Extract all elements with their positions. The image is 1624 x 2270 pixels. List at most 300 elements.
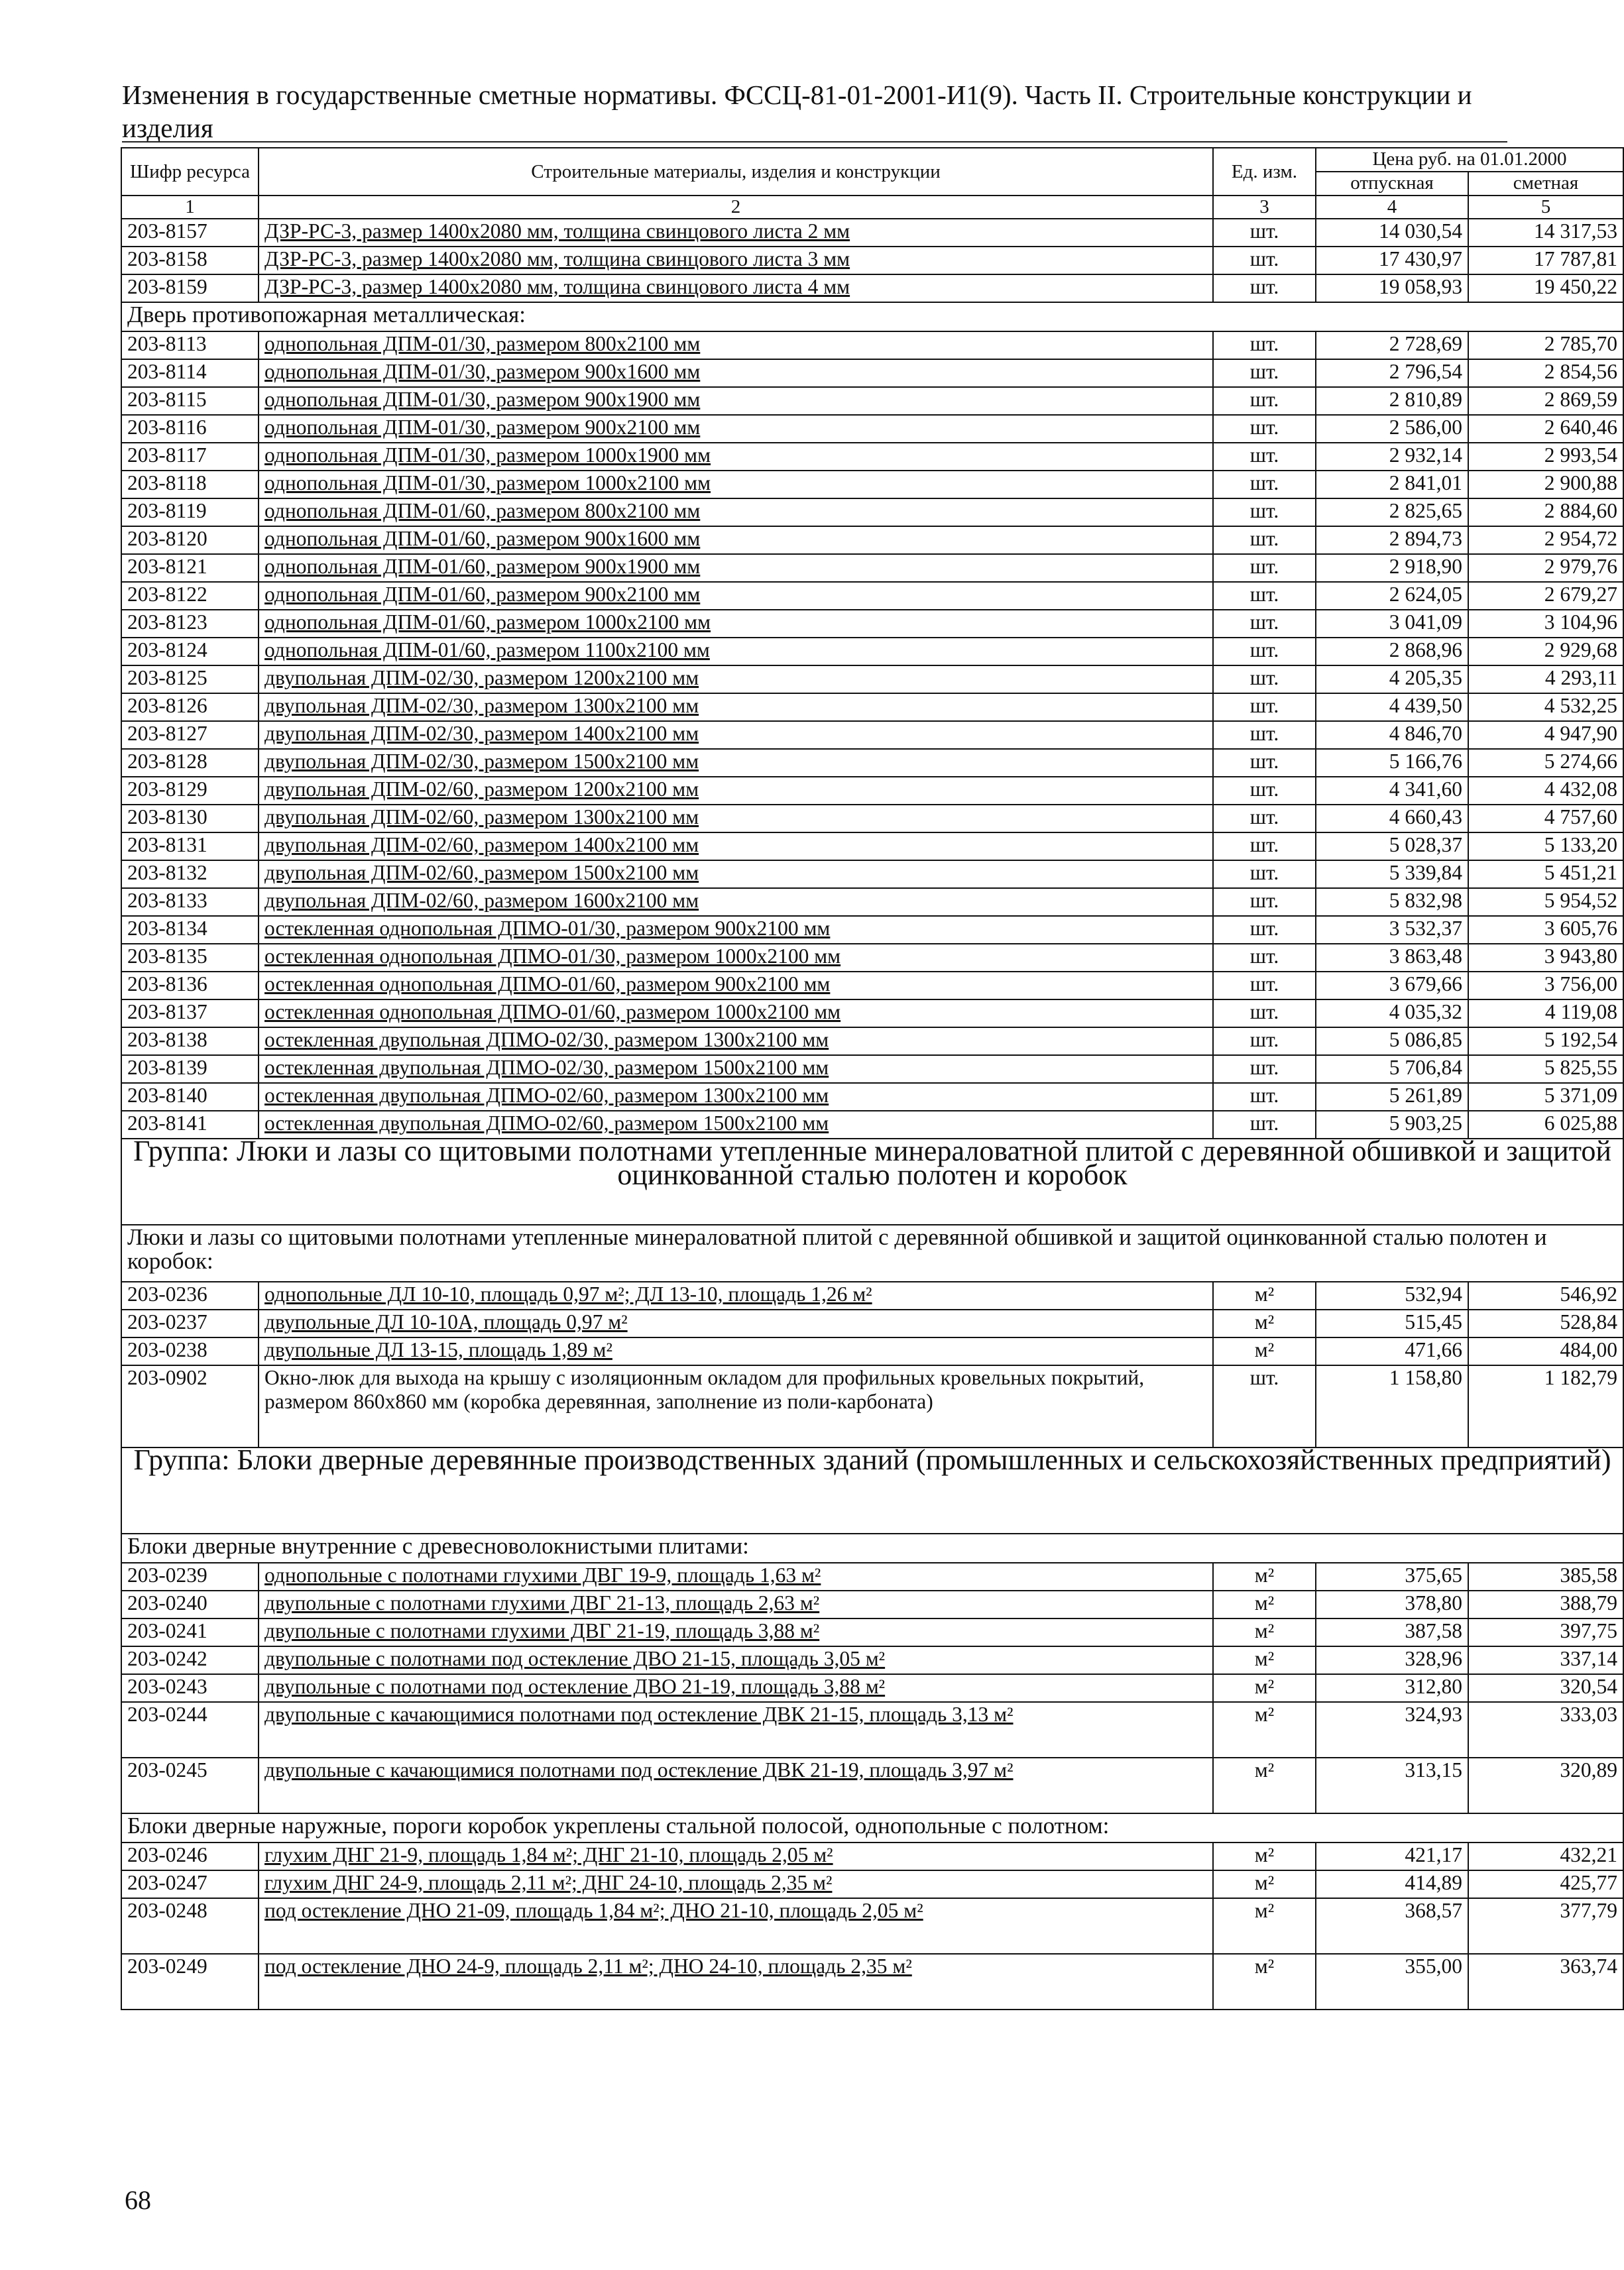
unit: шт.: [1213, 219, 1316, 247]
table-row: [121, 1954, 1623, 2010]
material-name: однопольная ДПМ-01/30, размером 1000х2100 мм: [259, 471, 1213, 498]
material-name: глухим ДНГ 21-9, площадь 1,84 м²; ДНГ 21-10, площадь 2,05 м²: [259, 1843, 1213, 1870]
release-price: 2 728,69: [1316, 331, 1468, 359]
subgroup-title-row: [121, 1534, 1623, 1563]
header-col-3: 3: [1213, 196, 1316, 219]
resource-code: 203-8141: [121, 1111, 259, 1139]
unit: шт.: [1213, 777, 1316, 805]
unit: шт.: [1213, 693, 1316, 721]
release-price: 532,94: [1316, 1282, 1468, 1310]
subgroup-title: Блоки дверные наружные, пороги коробок укреплены стальной полосой, однопольные с полотном:: [121, 1813, 1623, 1843]
estimate-price: 1 182,79: [1468, 1365, 1623, 1447]
estimate-price: 385,58: [1468, 1563, 1623, 1591]
release-price: 2 825,65: [1316, 498, 1468, 526]
table-row: [121, 274, 1623, 302]
table-row: [121, 972, 1623, 999]
release-price: 3 041,09: [1316, 610, 1468, 638]
table-row: [121, 1758, 1623, 1813]
table-row: [121, 415, 1623, 443]
release-price: 5 903,25: [1316, 1111, 1468, 1139]
estimate-price: 333,03: [1468, 1702, 1623, 1758]
unit: шт.: [1213, 832, 1316, 860]
release-price: 5 028,37: [1316, 832, 1468, 860]
table-row: [121, 999, 1623, 1027]
unit: м²: [1213, 1646, 1316, 1674]
material-name: двупольные с качающимися полотнами под остекление ДВК 21-15, площадь 3,13 м²: [259, 1702, 1213, 1758]
table-row: [121, 1843, 1623, 1870]
release-price: 2 918,90: [1316, 554, 1468, 582]
table-row: [121, 749, 1623, 777]
release-price: 5 261,89: [1316, 1083, 1468, 1111]
header-code: Шифр ресурса: [121, 148, 259, 196]
release-price: 4 341,60: [1316, 777, 1468, 805]
unit: шт.: [1213, 359, 1316, 387]
resource-code: 203-8115: [121, 387, 259, 415]
table-row: [121, 665, 1623, 693]
resource-code: 203-8135: [121, 944, 259, 972]
unit: шт.: [1213, 888, 1316, 916]
header-line-2: изделия: [122, 113, 213, 143]
table-row: [121, 1674, 1623, 1702]
material-name: остекленная двупольная ДПМО-02/60, размером 1300х2100 мм: [259, 1083, 1213, 1111]
table-row: [121, 610, 1623, 638]
material-name: двупольные с полотнами под остекление ДВО 21-15, площадь 3,05 м²: [259, 1646, 1213, 1674]
header-line-1: Изменения в государственные сметные нормативы. ФССЦ-81-01-2001-И1(9). Часть II. Строительные конструкции и: [122, 80, 1472, 110]
table-row: [121, 805, 1623, 832]
estimate-price: 3 756,00: [1468, 972, 1623, 999]
estimate-price: 320,54: [1468, 1674, 1623, 1702]
release-price: 19 058,93: [1316, 274, 1468, 302]
table-row: [121, 832, 1623, 860]
resource-code: 203-0249: [121, 1954, 259, 2010]
unit: шт.: [1213, 610, 1316, 638]
material-name: глухим ДНГ 24-9, площадь 2,11 м²; ДНГ 24-10, площадь 2,35 м²: [259, 1870, 1213, 1898]
release-price: 4 439,50: [1316, 693, 1468, 721]
release-price: 378,80: [1316, 1591, 1468, 1618]
material-name: Окно-люк для выхода на крышу с изоляционным окладом для профильных кровельных покрытий, размером 860х860 мм (коробка деревянная, заполнение из поли-карбоната): [259, 1365, 1213, 1447]
table-row: [121, 860, 1623, 888]
estimate-price: 5 274,66: [1468, 749, 1623, 777]
table-row: [121, 1702, 1623, 1758]
estimate-price: 2 679,27: [1468, 582, 1623, 610]
material-name: однопольная ДПМ-01/30, размером 900х1900 мм: [259, 387, 1213, 415]
unit: м²: [1213, 1702, 1316, 1758]
table-row: [121, 331, 1623, 359]
release-price: 324,93: [1316, 1702, 1468, 1758]
estimate-price: 5 371,09: [1468, 1083, 1623, 1111]
price-table: [121, 147, 1624, 2010]
page-number: 68: [125, 2185, 151, 2215]
estimate-price: 3 943,80: [1468, 944, 1623, 972]
header-estimate: сметная: [1468, 172, 1623, 196]
resource-code: 203-8133: [121, 888, 259, 916]
estimate-price: 4 532,25: [1468, 693, 1623, 721]
group-title-row: [121, 1447, 1623, 1534]
release-price: 387,58: [1316, 1618, 1468, 1646]
header-col-5: 5: [1468, 196, 1623, 219]
group-title-row: [121, 1139, 1623, 1225]
resource-code: 203-0245: [121, 1758, 259, 1813]
release-price: 2 841,01: [1316, 471, 1468, 498]
release-price: 14 030,54: [1316, 219, 1468, 247]
release-price: 368,57: [1316, 1898, 1468, 1954]
resource-code: 203-0237: [121, 1310, 259, 1337]
unit: м²: [1213, 1310, 1316, 1337]
table-row: [121, 944, 1623, 972]
release-price: 4 660,43: [1316, 805, 1468, 832]
table-body: [121, 219, 1623, 2010]
subgroup-title: Блоки дверные внутренние с древесноволокнистыми плитами:: [121, 1534, 1623, 1563]
header-rule: [122, 141, 1507, 142]
material-name: однопольные с полотнами глухими ДВГ 19-9, площадь 1,63 м²: [259, 1563, 1213, 1591]
group-title: Группа: Блоки дверные деревянные производственных зданий (промышленных и сельскохозяйственных предприятий): [121, 1447, 1623, 1534]
material-name: двупольная ДПМ-02/30, размером 1500х2100 мм: [259, 749, 1213, 777]
resource-code: 203-8113: [121, 331, 259, 359]
resource-code: 203-0902: [121, 1365, 259, 1447]
table-row: [121, 693, 1623, 721]
table-row: [121, 1591, 1623, 1618]
estimate-price: 5 192,54: [1468, 1027, 1623, 1055]
unit: м²: [1213, 1954, 1316, 2010]
table-row: [121, 777, 1623, 805]
unit: шт.: [1213, 1055, 1316, 1083]
table-row: [121, 1337, 1623, 1365]
unit: шт.: [1213, 415, 1316, 443]
estimate-price: 2 884,60: [1468, 498, 1623, 526]
material-name: двупольные с полотнами глухими ДВГ 21-13, площадь 2,63 м²: [259, 1591, 1213, 1618]
material-name: двупольная ДПМ-02/30, размером 1200х2100 мм: [259, 665, 1213, 693]
material-name: однопольная ДПМ-01/60, размером 900х1900 мм: [259, 554, 1213, 582]
subgroup-title-row: [121, 1813, 1623, 1843]
estimate-price: 363,74: [1468, 1954, 1623, 2010]
table-row: [121, 721, 1623, 749]
estimate-price: 546,92: [1468, 1282, 1623, 1310]
estimate-price: 337,14: [1468, 1646, 1623, 1674]
estimate-price: 2 993,54: [1468, 443, 1623, 471]
resource-code: 203-8138: [121, 1027, 259, 1055]
release-price: 5 086,85: [1316, 1027, 1468, 1055]
resource-code: 203-0241: [121, 1618, 259, 1646]
section-title: Дверь противопожарная металлическая:: [121, 302, 1623, 331]
release-price: 2 796,54: [1316, 359, 1468, 387]
estimate-price: 2 785,70: [1468, 331, 1623, 359]
resource-code: 203-8136: [121, 972, 259, 999]
release-price: 2 894,73: [1316, 526, 1468, 554]
table-row: [121, 1282, 1623, 1310]
estimate-price: 5 451,21: [1468, 860, 1623, 888]
table-row: [121, 888, 1623, 916]
table-row: [121, 1055, 1623, 1083]
resource-code: 203-8159: [121, 274, 259, 302]
unit: шт.: [1213, 749, 1316, 777]
unit: м²: [1213, 1898, 1316, 1954]
material-name: однопольная ДПМ-01/60, размером 900х1600 мм: [259, 526, 1213, 554]
resource-code: 203-8125: [121, 665, 259, 693]
subgroup-title-row: [121, 1225, 1623, 1282]
resource-code: 203-8123: [121, 610, 259, 638]
estimate-price: 528,84: [1468, 1310, 1623, 1337]
header-price: Цена руб. на 01.01.2000: [1316, 148, 1623, 172]
estimate-price: 14 317,53: [1468, 219, 1623, 247]
release-price: 421,17: [1316, 1843, 1468, 1870]
material-name: под остекление ДНО 24-9, площадь 2,11 м²; ДНО 24-10, площадь 2,35 м²: [259, 1954, 1213, 2010]
estimate-price: 2 900,88: [1468, 471, 1623, 498]
material-name: однопольная ДПМ-01/60, размером 900х2100 мм: [259, 582, 1213, 610]
resource-code: 203-8127: [121, 721, 259, 749]
release-price: 515,45: [1316, 1310, 1468, 1337]
unit: м²: [1213, 1758, 1316, 1813]
material-name: двупольная ДПМ-02/30, размером 1400х2100 мм: [259, 721, 1213, 749]
unit: шт.: [1213, 1111, 1316, 1139]
material-name: ДЗР-РС-3, размер 1400х2080 мм, толщина свинцового листа 4 мм: [259, 274, 1213, 302]
resource-code: 203-8140: [121, 1083, 259, 1111]
release-price: 4 846,70: [1316, 721, 1468, 749]
unit: шт.: [1213, 247, 1316, 274]
resource-code: 203-8132: [121, 860, 259, 888]
unit: шт.: [1213, 554, 1316, 582]
estimate-price: 4 293,11: [1468, 665, 1623, 693]
unit: м²: [1213, 1674, 1316, 1702]
unit: шт.: [1213, 274, 1316, 302]
resource-code: 203-8116: [121, 415, 259, 443]
resource-code: 203-8134: [121, 916, 259, 944]
estimate-price: 4 119,08: [1468, 999, 1623, 1027]
table-row: [121, 582, 1623, 610]
material-name: ДЗР-РС-3, размер 1400х2080 мм, толщина свинцового листа 2 мм: [259, 219, 1213, 247]
header-release: отпускная: [1316, 172, 1468, 196]
material-name: остекленная двупольная ДПМО-02/30, размером 1500х2100 мм: [259, 1055, 1213, 1083]
unit: шт.: [1213, 805, 1316, 832]
section-title-row: [121, 302, 1623, 331]
resource-code: 203-0239: [121, 1563, 259, 1591]
material-name: двупольная ДПМ-02/60, размером 1200х2100 мм: [259, 777, 1213, 805]
resource-code: 203-0248: [121, 1898, 259, 1954]
material-name: однопольная ДПМ-01/60, размером 1000х2100 мм: [259, 610, 1213, 638]
resource-code: 203-8122: [121, 582, 259, 610]
resource-code: 203-0242: [121, 1646, 259, 1674]
estimate-price: 3 605,76: [1468, 916, 1623, 944]
material-name: остекленная однопольная ДПМО-01/60, размером 1000х2100 мм: [259, 999, 1213, 1027]
release-price: 3 863,48: [1316, 944, 1468, 972]
material-name: однопольная ДПМ-01/60, размером 800х2100 мм: [259, 498, 1213, 526]
material-name: двупольная ДПМ-02/60, размером 1400х2100 мм: [259, 832, 1213, 860]
material-name: однопольные ДЛ 10-10, площадь 0,97 м²; ДЛ 13-10, площадь 1,26 м²: [259, 1282, 1213, 1310]
unit: шт.: [1213, 331, 1316, 359]
estimate-price: 3 104,96: [1468, 610, 1623, 638]
header-name: Строительные материалы, изделия и конструкции: [259, 148, 1213, 196]
unit: шт.: [1213, 860, 1316, 888]
release-price: 2 810,89: [1316, 387, 1468, 415]
release-price: 5 166,76: [1316, 749, 1468, 777]
material-name: однопольная ДПМ-01/30, размером 1000х1900 мм: [259, 443, 1213, 471]
resource-code: 203-8131: [121, 832, 259, 860]
release-price: 312,80: [1316, 1674, 1468, 1702]
resource-code: 203-0247: [121, 1870, 259, 1898]
estimate-price: 5 954,52: [1468, 888, 1623, 916]
table-row: [121, 1083, 1623, 1111]
estimate-price: 377,79: [1468, 1898, 1623, 1954]
unit: шт.: [1213, 916, 1316, 944]
release-price: 2 624,05: [1316, 582, 1468, 610]
estimate-price: 432,21: [1468, 1843, 1623, 1870]
resource-code: 203-8130: [121, 805, 259, 832]
resource-code: 203-0243: [121, 1674, 259, 1702]
release-price: 5 706,84: [1316, 1055, 1468, 1083]
unit: шт.: [1213, 972, 1316, 999]
estimate-price: 2 954,72: [1468, 526, 1623, 554]
estimate-price: 19 450,22: [1468, 274, 1623, 302]
resource-code: 203-0238: [121, 1337, 259, 1365]
unit: шт.: [1213, 944, 1316, 972]
subgroup-title: Люки и лазы со щитовыми полотнами утепленные минераловатной плитой с деревянной обшивкой и защитой оцинкованной сталью полотен и коробок:: [121, 1225, 1623, 1282]
table-row: [121, 247, 1623, 274]
table-row: [121, 359, 1623, 387]
resource-code: 203-0236: [121, 1282, 259, 1310]
unit: шт.: [1213, 443, 1316, 471]
material-name: остекленная однопольная ДПМО-01/30, размером 1000х2100 мм: [259, 944, 1213, 972]
estimate-price: 6 025,88: [1468, 1111, 1623, 1139]
material-name: двупольная ДПМ-02/30, размером 1300х2100 мм: [259, 693, 1213, 721]
estimate-price: 2 640,46: [1468, 415, 1623, 443]
resource-code: 203-8124: [121, 638, 259, 665]
estimate-price: 5 825,55: [1468, 1055, 1623, 1083]
resource-code: 203-8117: [121, 443, 259, 471]
release-price: 414,89: [1316, 1870, 1468, 1898]
material-name: ДЗР-РС-3, размер 1400х2080 мм, толщина свинцового листа 3 мм: [259, 247, 1213, 274]
header-col-4: 4: [1316, 196, 1468, 219]
release-price: 471,66: [1316, 1337, 1468, 1365]
resource-code: 203-8120: [121, 526, 259, 554]
estimate-price: 4 757,60: [1468, 805, 1623, 832]
release-price: 5 339,84: [1316, 860, 1468, 888]
estimate-price: 2 979,76: [1468, 554, 1623, 582]
header-unit: Ед. изм.: [1213, 148, 1316, 196]
unit: шт.: [1213, 526, 1316, 554]
estimate-price: 5 133,20: [1468, 832, 1623, 860]
estimate-price: 397,75: [1468, 1618, 1623, 1646]
unit: шт.: [1213, 665, 1316, 693]
resource-code: 203-8118: [121, 471, 259, 498]
material-name: под остекление ДНО 21-09, площадь 1,84 м²; ДНО 21-10, площадь 2,05 м²: [259, 1898, 1213, 1954]
release-price: 375,65: [1316, 1563, 1468, 1591]
unit: шт.: [1213, 638, 1316, 665]
material-name: остекленная двупольная ДПМО-02/30, размером 1300х2100 мм: [259, 1027, 1213, 1055]
release-price: 3 532,37: [1316, 916, 1468, 944]
table-row: [121, 498, 1623, 526]
material-name: двупольные ДЛ 10-10А, площадь 0,97 м²: [259, 1310, 1213, 1337]
material-name: двупольные с полотнами глухими ДВГ 21-19, площадь 3,88 м²: [259, 1618, 1213, 1646]
unit: шт.: [1213, 1027, 1316, 1055]
material-name: остекленная однопольная ДПМО-01/60, размером 900х2100 мм: [259, 972, 1213, 999]
estimate-price: 2 929,68: [1468, 638, 1623, 665]
unit: м²: [1213, 1843, 1316, 1870]
unit: шт.: [1213, 1083, 1316, 1111]
estimate-price: 2 854,56: [1468, 359, 1623, 387]
estimate-price: 17 787,81: [1468, 247, 1623, 274]
resource-code: 203-8128: [121, 749, 259, 777]
release-price: 355,00: [1316, 1954, 1468, 2010]
table-row: [121, 526, 1623, 554]
table-row: [121, 471, 1623, 498]
table-row: [121, 443, 1623, 471]
release-price: 3 679,66: [1316, 972, 1468, 999]
unit: шт.: [1213, 471, 1316, 498]
material-name: однопольная ДПМ-01/30, размером 900х1600 мм: [259, 359, 1213, 387]
material-name: двупольные с полотнами под остекление ДВО 21-19, площадь 3,88 м²: [259, 1674, 1213, 1702]
material-name: однопольная ДПМ-01/60, размером 1100х2100 мм: [259, 638, 1213, 665]
table-row: [121, 219, 1623, 247]
resource-code: 203-8129: [121, 777, 259, 805]
unit: м²: [1213, 1618, 1316, 1646]
unit: м²: [1213, 1282, 1316, 1310]
unit: шт.: [1213, 999, 1316, 1027]
release-price: 2 586,00: [1316, 415, 1468, 443]
table-row: [121, 387, 1623, 415]
release-price: 328,96: [1316, 1646, 1468, 1674]
resource-code: 203-8119: [121, 498, 259, 526]
unit: шт.: [1213, 498, 1316, 526]
estimate-price: 388,79: [1468, 1591, 1623, 1618]
resource-code: 203-8157: [121, 219, 259, 247]
material-name: двупольные ДЛ 13-15, площадь 1,89 м²: [259, 1337, 1213, 1365]
release-price: 2 932,14: [1316, 443, 1468, 471]
estimate-price: 425,77: [1468, 1870, 1623, 1898]
resource-code: 203-0240: [121, 1591, 259, 1618]
release-price: 17 430,97: [1316, 247, 1468, 274]
resource-code: 203-0244: [121, 1702, 259, 1758]
material-name: двупольная ДПМ-02/60, размером 1500х2100 мм: [259, 860, 1213, 888]
page-header: [122, 78, 1507, 144]
resource-code: 203-8158: [121, 247, 259, 274]
material-name: двупольные с качающимися полотнами под остекление ДВК 21-19, площадь 3,97 м²: [259, 1758, 1213, 1813]
unit: м²: [1213, 1337, 1316, 1365]
resource-code: 203-8139: [121, 1055, 259, 1083]
table-row: [121, 638, 1623, 665]
table-row: [121, 916, 1623, 944]
unit: шт.: [1213, 721, 1316, 749]
unit: шт.: [1213, 582, 1316, 610]
material-name: однопольная ДПМ-01/30, размером 900х2100 мм: [259, 415, 1213, 443]
header-col-2: 2: [259, 196, 1213, 219]
resource-code: 203-8126: [121, 693, 259, 721]
material-name: двупольная ДПМ-02/60, размером 1300х2100 мм: [259, 805, 1213, 832]
material-name: остекленная однопольная ДПМО-01/30, размером 900х2100 мм: [259, 916, 1213, 944]
estimate-price: 484,00: [1468, 1337, 1623, 1365]
table-row: [121, 1870, 1623, 1898]
resource-code: 203-0246: [121, 1843, 259, 1870]
release-price: 4 035,32: [1316, 999, 1468, 1027]
estimate-price: 320,89: [1468, 1758, 1623, 1813]
material-name: однопольная ДПМ-01/30, размером 800х2100 мм: [259, 331, 1213, 359]
table-row: [121, 1618, 1623, 1646]
unit: м²: [1213, 1870, 1316, 1898]
release-price: 2 868,96: [1316, 638, 1468, 665]
table-row: [121, 1646, 1623, 1674]
release-price: 5 832,98: [1316, 888, 1468, 916]
resource-code: 203-8137: [121, 999, 259, 1027]
unit: шт.: [1213, 387, 1316, 415]
unit: м²: [1213, 1563, 1316, 1591]
header-col-1: 1: [121, 196, 259, 219]
unit: шт.: [1213, 1365, 1316, 1447]
estimate-price: 4 432,08: [1468, 777, 1623, 805]
release-price: 4 205,35: [1316, 665, 1468, 693]
estimate-price: 2 869,59: [1468, 387, 1623, 415]
material-name: двупольная ДПМ-02/60, размером 1600х2100 мм: [259, 888, 1213, 916]
unit: м²: [1213, 1591, 1316, 1618]
group-title: Группа: Люки и лазы со щитовыми полотнами утепленные минераловатной плитой с деревянной обшивкой и защитой оцинкованной сталью полотен и коробок: [121, 1139, 1623, 1225]
table-row: [121, 1365, 1623, 1447]
